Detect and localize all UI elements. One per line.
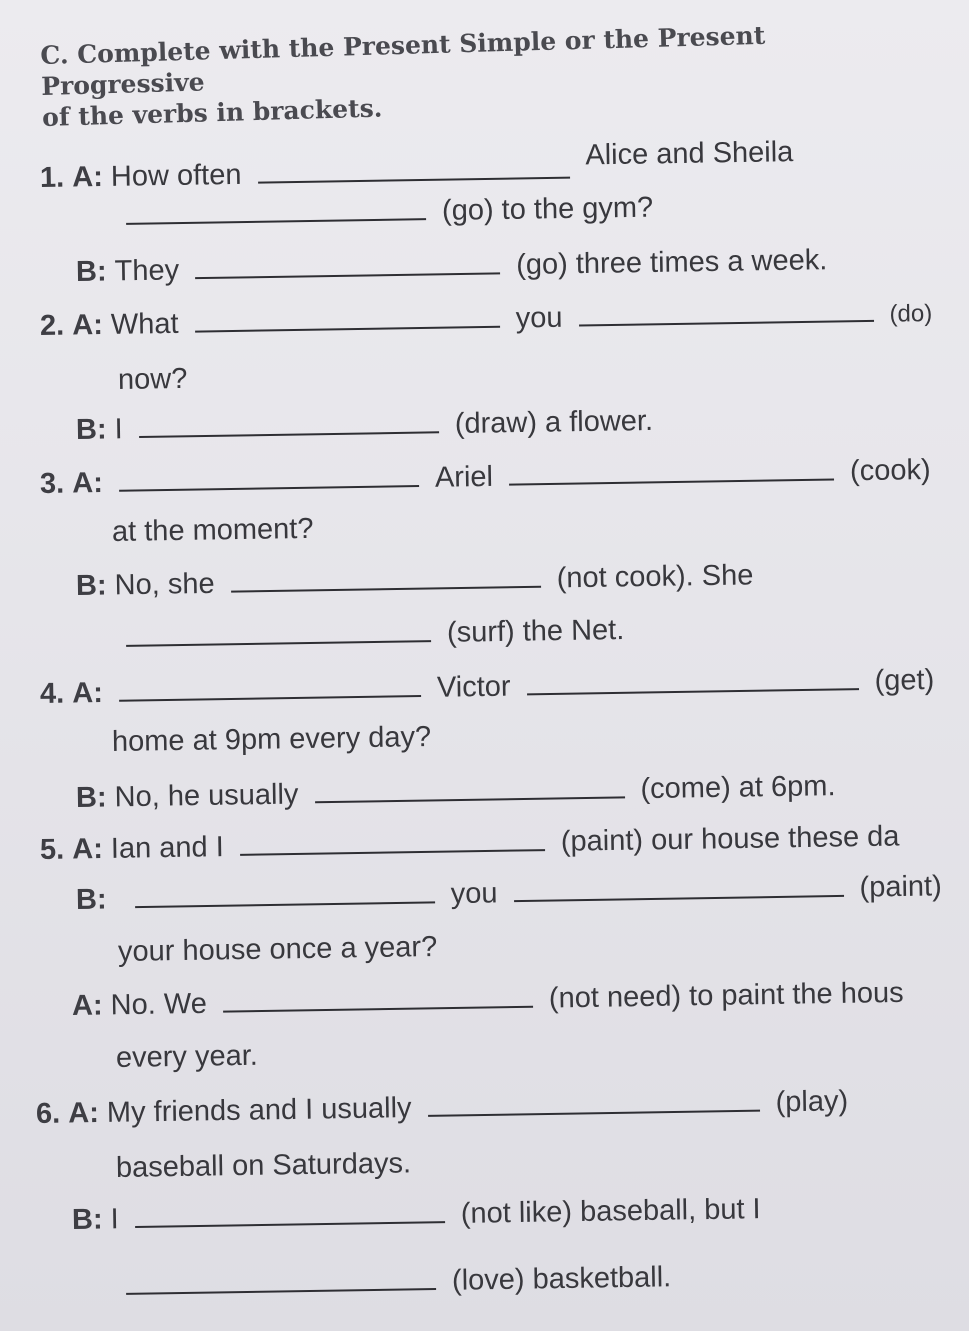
prompt-text: Victor (436, 670, 511, 704)
ex1-line-3 (76, 240, 828, 292)
ex2-line-3 (76, 401, 654, 450)
speaker-b: B: (75, 255, 107, 288)
answer-blank[interactable] (240, 823, 545, 856)
answer-blank[interactable] (230, 560, 540, 593)
prompt-text: every year. (115, 1039, 259, 1074)
speaker-a: A: (71, 989, 103, 1022)
prompt-text: Ian and I (110, 831, 225, 865)
prompt-text: (get) (874, 663, 935, 697)
speaker-b: B: (75, 569, 107, 602)
ex1-line-2 (118, 188, 654, 236)
prompt-text: (come) at 6pm. (640, 770, 836, 806)
prompt-text: I (110, 1203, 119, 1236)
ex5-line-4 (72, 973, 904, 1026)
ex1-line-1 (39, 136, 794, 198)
prompt-text: you (515, 301, 563, 335)
ex2-line-1 (40, 292, 933, 346)
item-number: 2. (39, 309, 65, 342)
ex4-line-1 (40, 660, 935, 714)
answer-blank[interactable] (194, 300, 499, 333)
speaker-a: A: (71, 467, 104, 500)
prompt-text: No, he usually (114, 778, 299, 814)
ex5-line-1 (40, 817, 900, 870)
answer-blank[interactable] (119, 459, 419, 492)
prompt-text: (paint) (859, 870, 942, 904)
ex5-line-3 (118, 927, 438, 972)
answer-blank[interactable] (427, 1084, 759, 1117)
prompt-text: (not need) to paint the hous (548, 976, 904, 1015)
ex3-line-3 (76, 555, 754, 606)
prompt-text: (play) (775, 1085, 849, 1119)
speaker-b: B: (75, 781, 107, 814)
prompt-text: No. We (110, 987, 208, 1022)
heading-line-2: of the verbs in brackets. (41, 93, 383, 132)
item-number: 3. (39, 467, 65, 500)
answer-blank[interactable] (126, 1262, 436, 1295)
prompt-text: (not like) baseball, but I (460, 1193, 761, 1230)
prompt-text: (draw) a flower. (454, 404, 654, 441)
ex5-line-2 (76, 866, 942, 920)
prompt-text: baseball on Saturdays. (115, 1147, 412, 1184)
prompt-text: How often (110, 158, 242, 193)
ex6-line-4 (118, 1257, 672, 1306)
prompt-text: No, she (114, 567, 215, 602)
item-number: 1. (39, 161, 65, 194)
prompt-text: (paint) our house these da (560, 820, 900, 858)
answer-blank[interactable] (134, 875, 434, 908)
speaker-a: A: (71, 677, 104, 710)
ex4-line-2 (112, 717, 432, 762)
prompt-text: What (110, 307, 179, 341)
item-number: 6. (35, 1097, 61, 1130)
section-heading (40, 15, 922, 133)
prompt-text: (not cook). She (556, 559, 754, 595)
prompt-text: Ariel (434, 460, 494, 494)
speaker-a: A: (71, 833, 104, 866)
heading-line-1: C. Complete with the Present Simple or the Present Progressive (40, 20, 766, 101)
answer-blank[interactable] (223, 980, 533, 1013)
prompt-text: (love) basketball. (451, 1261, 672, 1297)
answer-blank[interactable] (126, 192, 426, 225)
ex5-line-5 (116, 1036, 258, 1078)
answer-blank[interactable] (513, 869, 843, 902)
ex3-line-1 (40, 450, 931, 504)
answer-blank[interactable] (578, 294, 873, 327)
answer-blank[interactable] (126, 614, 431, 647)
speaker-a: A: (71, 309, 104, 342)
prompt-text: (cook) (849, 454, 931, 488)
answer-blank[interactable] (138, 405, 438, 438)
prompt-text: (do) (889, 299, 933, 328)
ex3-line-2 (112, 509, 314, 552)
ex6-line-2 (116, 1143, 412, 1188)
speaker-b: B: (75, 413, 107, 446)
prompt-text: Alice and Sheila (585, 136, 794, 172)
ex4-line-3 (76, 766, 836, 818)
ex6-line-3 (72, 1189, 761, 1240)
ex6-line-1 (36, 1081, 849, 1134)
answer-blank[interactable] (257, 151, 569, 184)
answer-blank[interactable] (119, 669, 421, 702)
ex2-line-2 (118, 359, 188, 400)
prompt-text: They (114, 254, 180, 288)
speaker-b: B: (75, 883, 107, 916)
prompt-text: (surf) the Net. (446, 614, 625, 649)
item-number: 4. (39, 677, 65, 710)
prompt-text: (go) three times a week. (515, 244, 828, 282)
prompt-text: I (114, 413, 123, 446)
prompt-text: home at 9pm every day? (111, 720, 432, 758)
ex3-line-4 (118, 610, 625, 658)
prompt-text: you (450, 877, 498, 911)
prompt-text: My friends and I usually (106, 1092, 412, 1129)
answer-blank[interactable] (314, 770, 624, 803)
item-number: 5. (39, 833, 65, 866)
speaker-a: A: (71, 161, 104, 194)
prompt-text: (go) to the gym? (441, 191, 654, 227)
speaker-b: B: (71, 1203, 103, 1236)
prompt-text: now? (117, 362, 188, 396)
prompt-text: at the moment? (111, 512, 314, 548)
answer-blank[interactable] (526, 662, 858, 695)
answer-blank[interactable] (509, 453, 834, 486)
answer-blank[interactable] (195, 246, 500, 279)
prompt-text: your house once a year? (117, 930, 438, 968)
answer-blank[interactable] (134, 1195, 444, 1228)
speaker-a: A: (67, 1097, 100, 1130)
